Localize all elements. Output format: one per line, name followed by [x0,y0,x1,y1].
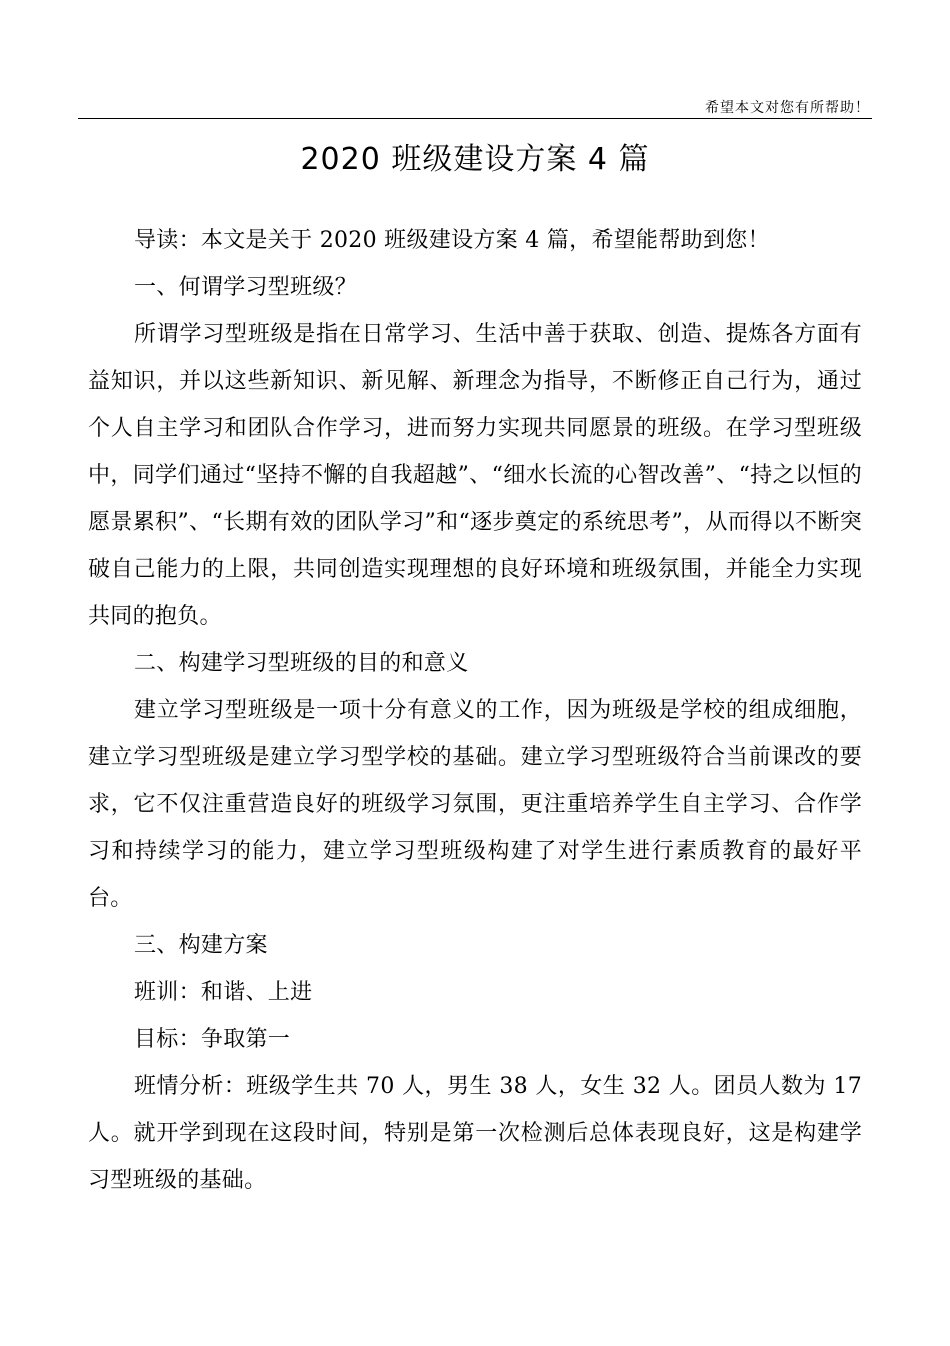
document-body [88,217,862,1204]
section-heading-1: 一、何谓学习型班级？ [134,275,358,300]
document-title: 2020 班级建设方案 4 篇 [300,142,650,177]
intro-paragraph: 导读：本文是关于 2020 班级建设方案 4 篇，希望能帮助到您！ [134,228,770,253]
section-heading-3: 三、构建方案 [134,933,268,958]
header-rule [78,118,872,119]
section-heading-2: 二、构建学习型班级的目的和意义 [134,651,469,676]
class-motto: 班训：和谐、上进 [134,980,313,1005]
body-paragraph: 所谓学习型班级是指在日常学习、生活中善于获取、创造、提炼各方面有益知识，并以这些新知识、新见解、新理念为指导，不断修正自己行为，通过个人自主学习和团队合作学习，进而努力实现共同愿景的班级。在学习型班级中，同学们通过“坚持不懈的自我超越”、“细水长流的心智改善”、“持之以恒的愿景累积”、“长期有效的团队学习”和“逐步奠定的系统思考”，从而得以不断突破自己能力的上限，共同创造实现理想的良好环境和班级氛围，并能全力实现共同的抱负。 [88,322,862,629]
class-goal: 目标：争取第一 [134,1027,291,1052]
class-analysis: 班情分析：班级学生共 70 人，男生 38 人，女生 32 人。团员人数为 17 人。就开学到现在这段时间，特别是第一次检测后总体表现良好，这是构建学习型班级的基础。 [88,1074,862,1193]
header-note: 希望本文对您有所帮助！ [705,100,870,116]
body-paragraph: 建立学习型班级是一项十分有意义的工作，因为班级是学校的组成细胞，建立学习型班级是建立学习型学校的基础。建立学习型班级符合当前课改的要求，它不仅注重营造良好的班级学习氛围，更注重培养学生自主学习、合作学习和持续学习的能力，建立学习型班级构建了对学生进行素质教育的最好平台。 [88,698,862,911]
